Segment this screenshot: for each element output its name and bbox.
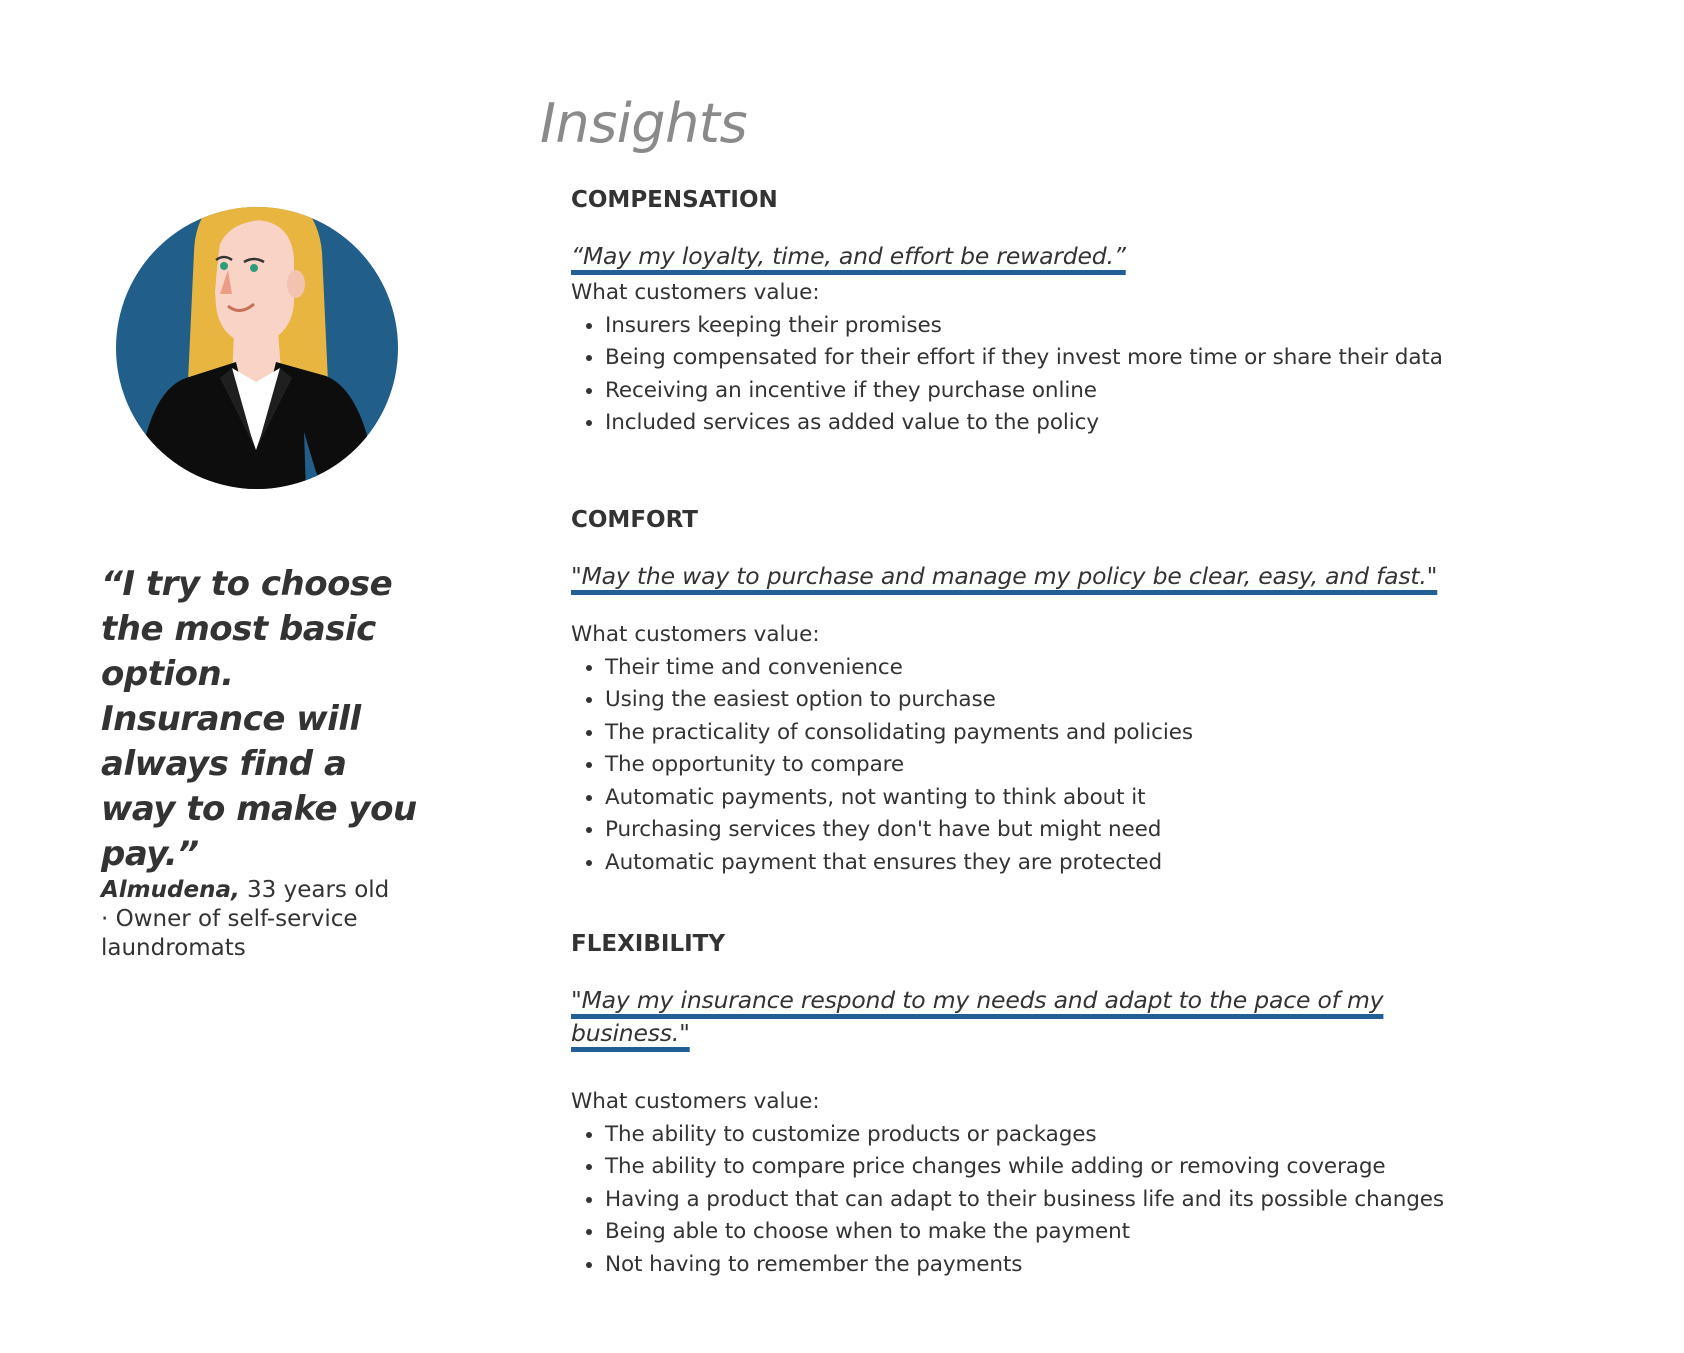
persona-details: 33 years old · Owner of self-service laundromats	[101, 877, 390, 961]
value-list	[571, 310, 1661, 440]
list-item: • The practicality of consolidating payments and policies	[605, 717, 1661, 750]
list-item: • Being compensated for their effort if they invest more time or share their data	[605, 342, 1661, 375]
list-item: • Receiving an incentive if they purchase online	[605, 375, 1661, 408]
list-item: • The ability to customize products or packages	[605, 1119, 1401, 1152]
persona-name: Almudena,	[101, 877, 240, 903]
persona-avatar	[116, 182, 404, 492]
list-item: • The ability to compare price changes while adding or removing coverage	[605, 1151, 1401, 1184]
section-heading: COMPENSATION	[571, 187, 778, 213]
list-item: • Automatic payments, not wanting to think about it	[605, 782, 1661, 815]
persona-panel	[0, 0, 520, 1353]
insights-title: Insights	[540, 92, 748, 155]
list-item: • Included services as added value to the policy	[605, 407, 1661, 440]
persona-quote: “I try to choose the most basic option. Insurance will always find a way to make you pay.”	[101, 564, 417, 874]
section-heading: COMFORT	[571, 507, 698, 533]
list-item: • Insurers keeping their promises	[605, 310, 1661, 343]
persona-meta	[101, 876, 401, 963]
value-list	[571, 1119, 1445, 1282]
list-item: • The opportunity to compare	[605, 749, 1661, 782]
list-item: • Not having to remember the payments	[605, 1249, 1401, 1282]
section-quote: "May my insurance respond to my needs and adapt to the pace of my business."	[571, 986, 1384, 1047]
value-list	[571, 652, 1661, 880]
section-quote: "May the way to purchase and manage my policy be clear, easy, and fast."	[571, 562, 1438, 590]
list-item: • Their time and convenience	[605, 652, 1661, 685]
insight-section-compensation	[571, 186, 1661, 440]
section-heading: FLEXIBILITY	[571, 931, 726, 957]
list-item: • Having a product that can adapt to their business life and its possible changes	[605, 1184, 1401, 1217]
list-item: • Using the easiest option to purchase	[605, 684, 1661, 717]
list-item: • Being able to choose when to make the payment	[605, 1216, 1401, 1249]
value-label: What customers value:	[571, 280, 820, 305]
section-quote: “May my loyalty, time, and effort be rewarded.”	[571, 242, 1126, 270]
list-item: • Automatic payment that ensures they are protected	[605, 847, 1661, 880]
value-label: What customers value:	[571, 1089, 820, 1114]
insight-section-comfort	[571, 506, 1661, 879]
list-item: • Purchasing services they don't have but might need	[605, 814, 1661, 847]
value-label: What customers value:	[571, 622, 820, 647]
insight-section-flexibility	[571, 930, 1445, 1281]
